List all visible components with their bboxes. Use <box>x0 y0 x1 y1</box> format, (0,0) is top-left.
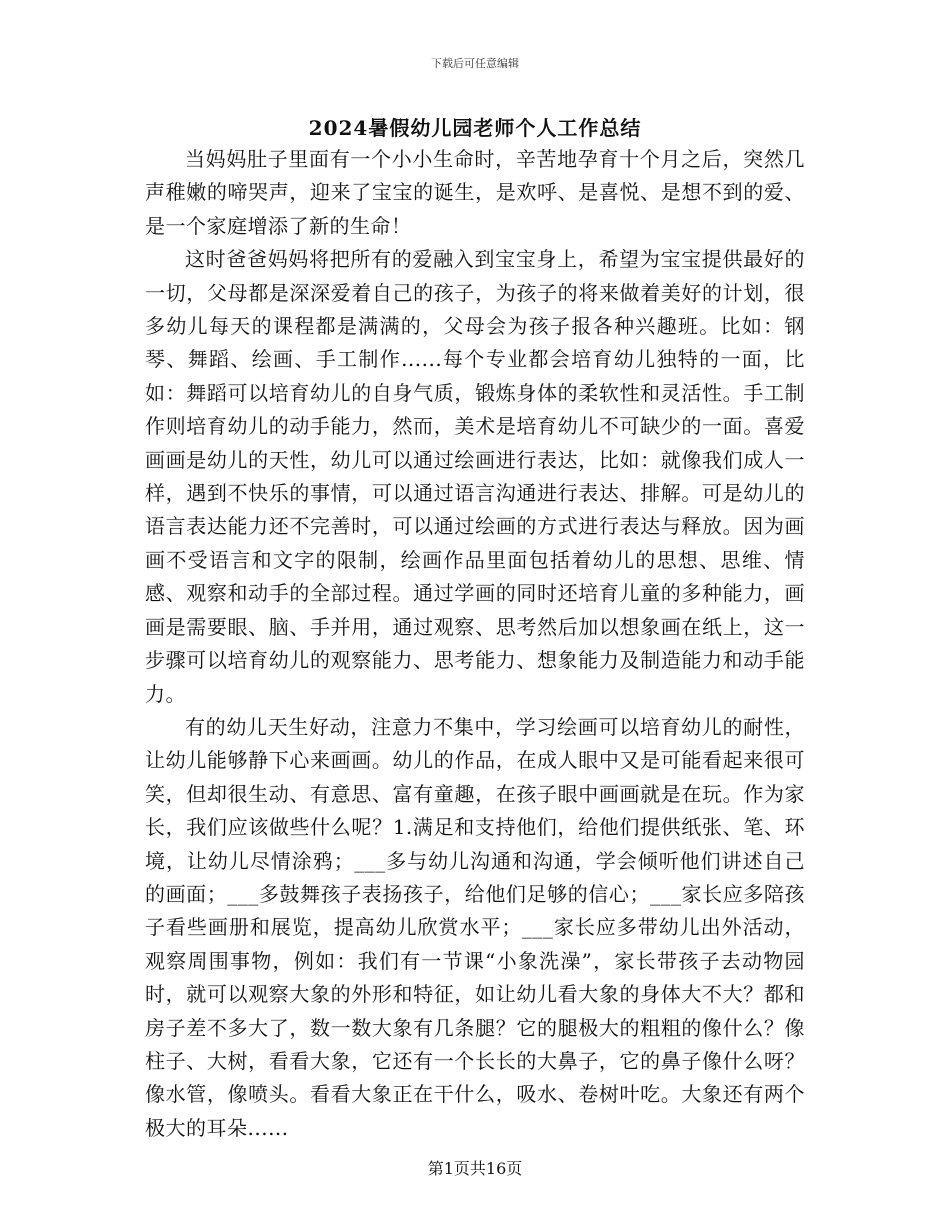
paragraph: 有的幼儿天生好动，注意力不集中，学习绘画可以培育幼儿的耐性，让幼儿能够静下心来画画。幼儿的作品，在成人眼中又是可能看起来很可笑，但却很生动、有意思、富有童趣，在孩子眼中画画就是在玩。作为家长，我们应该做些什么呢？1.满足和支持他们，给他们提供纸张、笔、环境，让幼儿尽情涂鸦；___多与幼儿沟通和沟通，学会倾听他们讲述自己的画面；___多鼓舞孩子表扬孩子，给他们足够的信心；___家长应多陪孩子看些画册和展览，提高幼儿欣赏水平；___家长应多带幼儿出外活动，观察周围事物，例如：我们有一节课“小象洗澡”，家长带孩子去动物园时，就可以观察大象的外形和特征，如让幼儿看大象的身体大不大？都和房子差不多大了，数一数大象有几条腿？它的腿极大的粗粗的像什么？像柱子、大树，看看大象，它还有一个长长的大鼻子，它的鼻子像什么呀？像水管，像喷头。看看大象正在干什么，吸水、卷树叶吃。大象还有两个极大的耳朵...... <box>145 714 805 1140</box>
header-note: 下载后可任意编辑 <box>431 57 519 70</box>
document-body <box>145 143 805 1145</box>
paragraph: 当妈妈肚子里面有一个小小生命时，辛苦地孕育十个月之后，突然几声稚嫩的啼哭声，迎来了宝宝的诞生，是欢呼、是喜悦、是想不到的爱、是一个家庭增添了新的生命！ <box>145 147 805 238</box>
paragraph: 这时爸爸妈妈将把所有的爱融入到宝宝身上，希望为宝宝提供最好的一切，父母都是深深爱着自己的孩子，为孩子的将来做着美好的计划，很多幼儿每天的课程都是满满的，父母会为孩子报各种兴趣班。比如：钢琴、舞蹈、绘画、手工制作......每个专业都会培育幼儿独特的一面，比如：舞蹈可以培育幼儿的自身气质，锻炼身体的柔软性和灵活性。手工制作则培育幼儿的动手能力，然而，美术是培育幼儿不可缺少的一面。喜爱画画是幼儿的天性，幼儿可以通过绘画进行表达，比如：就像我们成人一样，遇到不快乐的事情，可以通过语言沟通进行表达、排解。可是幼儿的语言表达能力还不完善时，可以通过绘画的方式进行表达与释放。因为画画不受语言和文字的限制，绘画作品里面包括着幼儿的思想、思维、情感、观察和动手的全部过程。通过学画的同时还培育儿童的多种能力，画画是需要眼、脑、手并用，通过观察、思考然后加以想象画在纸上，这一步骤可以培育幼儿的观察能力、思考能力、想象能力及制造能力和动手能力。 <box>145 247 805 706</box>
document-title: 2024暑假幼儿园老师个人工作总结 <box>308 116 642 140</box>
page-number: 第1页共16页 <box>427 1159 523 1178</box>
